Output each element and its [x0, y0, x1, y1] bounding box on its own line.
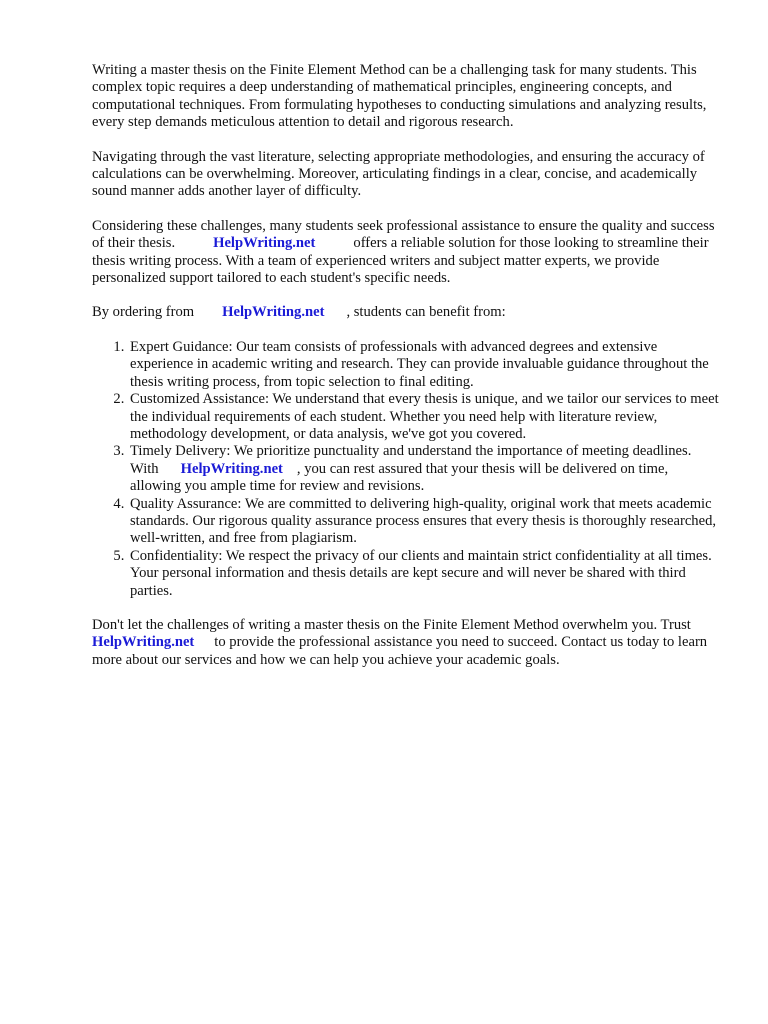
assistance-text-before: Considering these challenges, many students seek professional assistance to ensure the quality and success of their thesis. — [92, 217, 715, 252]
document-body — [92, 62, 722, 686]
timely-text-after: , you can rest assured that your thesis will be delivered on time, allowing you ample time for review and revisions. — [130, 460, 669, 495]
assistance-text-after: offers a reliable solution for those looking to streamline their thesis writing process. With a team of experienced writers and subject matter experts, we provide personalized support tailored to each student's specific needs. — [92, 235, 709, 287]
helpwriting-link[interactable]: HelpWriting.net — [180, 460, 283, 477]
helpwriting-link[interactable]: HelpWriting.net — [92, 634, 195, 651]
timely-text-before: Timely Delivery: We prioritize punctuality and understand the importance of meeting deadlines. With — [130, 443, 692, 477]
ordering-text-before: By ordering from — [92, 304, 195, 321]
assistance-paragraph — [92, 218, 722, 288]
benefit-timely-delivery — [128, 443, 722, 495]
benefits-list — [92, 339, 722, 600]
benefit-quality-assurance: 4. Quality Assurance: We are committed to delivering high-quality, original work that meets academic standards. Our rigorous quality assurance process ensures that every thesis is thoroughly researched, well-written, and free from plagiarism. — [128, 496, 722, 548]
helpwriting-link[interactable]: HelpWriting.net — [213, 235, 316, 252]
ordering-paragraph — [92, 304, 722, 321]
closing-text-after: to provide the professional assistance you need to succeed. Contact us today to learn more about our services and how we can help you achieve your academic goals. — [92, 634, 708, 668]
intro-paragraph: Writing a master thesis on the Finite Element Method can be a challenging task for many students. This complex topic requires a deep understanding of mathematical principles, engineering concepts, and computational techniques. From formulating hypotheses to conducting simulations and analyzing results, every step demands meticulous attention to detail and rigorous research. — [92, 62, 707, 131]
closing-paragraph — [92, 617, 722, 669]
helpwriting-link[interactable]: HelpWriting.net — [222, 304, 325, 321]
benefit-expert-guidance: 1. Expert Guidance: Our team consists of professionals with advanced degrees and extensive experience in academic writing and research. They can provide invaluable guidance throughout the thesis writing process, from topic selection to final editing. — [128, 339, 722, 391]
benefit-customized-assistance: 2. Customized Assistance: We understand that every thesis is unique, and we tailor our services to meet the individual requirements of each student. Whether you need help with literature review, methodology development, or data analysis, we've got you covered. — [128, 391, 722, 443]
benefit-confidentiality: 5. Confidentiality: We respect the privacy of our clients and maintain strict confidentiality at all times. Your personal information and thesis details are kept secure and will never be shared with third parties. — [128, 548, 722, 600]
ordering-text-after: , students can benefit from: — [346, 304, 506, 321]
challenges-paragraph: Navigating through the vast literature, selecting appropriate methodologies, and ensuring the accuracy of calculations can be overwhelming. Moreover, articulating findings in a clear, concise, and academically sound manner adds another layer of difficulty. — [92, 148, 705, 200]
closing-text-before: Don't let the challenges of writing a master thesis on the Finite Element Method overwhelm you. Trust — [92, 616, 691, 633]
